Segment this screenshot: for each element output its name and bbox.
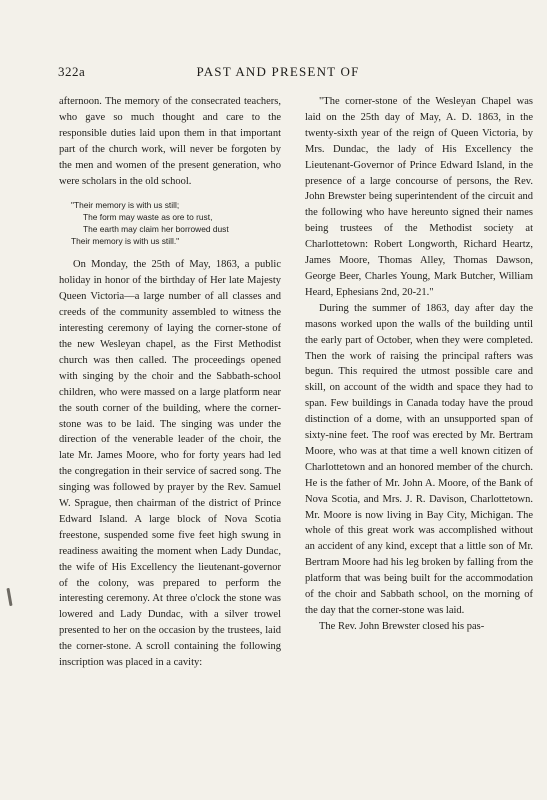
margin-mark [6, 588, 12, 606]
running-title: PAST AND PRESENT OF [196, 64, 360, 79]
poem-quote [71, 199, 281, 247]
page-header [58, 64, 498, 82]
paragraph: The Rev. John Brewster closed his pas- [319, 620, 485, 632]
paragraph: "The corner-stone of the Wesleyan Chapel was laid on the 25th day of May, A. D. 1863, in the twenty-sixth year of the reign of Queen Victoria, by Mrs. Dundac, the lady of His Excellency the Lieutenant-Governor of Prince Edward Island, in the presence of a large concourse of persons, the Rev. John Brewster being superintendent of the circuit and the following who have hereunto signed their names being trustees of the Methodist society at Charlottetown: Robert Longworth, Richard Heartz, James Moore, Thomas Alley, Thomas Dawson, George Beer, Charles Young, Mark Butcher, William Heard, Ephesians 2nd, 20-21." [305, 96, 533, 298]
paragraph: On Monday, the 25th of May, 1863, a public holiday in honor of the birthday of Her late Majesty Queen Victoria—a large number of all classes and creeds of the community assembled to witness the interesting ceremony of laying the corner-stone of the new Wesleyan chapel, as the First Methodist church was then called. The proceedings opened with singing by the choir and the Sabbath-school children, who were massed on a large platform near the south corner of the building, where the corner-stone was to be laid. The singing was under the direction of the venerable leader of the choir, the late Mr. James Moore, who for forty years had led the congregation in their service of sacred song. The singing was followed by prayer by the Rev. Samuel W. Sprague, then chairman of the district of Prince Edward Island. A large block of Nova Scotia freestone, suspended some five feet high swung in readiness awaiting the moment when Lady Dundac, the wife of His Excellency the lieutenant-governor of the colony, was prepared to perform the interesting ceremony. At three o'clock the stone was lowered and Lady Dundac, with a silver trowel presented to her on the occasion by the trustees, laid the corner-stone. A scroll containing the following inscription was placed in a cavity: [59, 259, 281, 669]
poem-line: Their memory is with us still." [71, 236, 180, 247]
poem-line: The form may waste as ore to rust, [83, 212, 213, 223]
left-column [59, 94, 281, 671]
paragraph: afternoon. The memory of the consecrated teachers, who gave so much thought and care to the responsible duties laid upon them in that important part of the church work, will never be forgoten by the men and women of the present generation, who were scholars in the old school. [59, 96, 281, 187]
poem-line: "Their memory is with us still; [71, 200, 180, 211]
page-number: 322a [58, 64, 86, 79]
poem-line: The earth may claim her borrowed dust [83, 224, 229, 235]
paragraph: During the summer of 1863, day after day the masons worked upon the walls of the building until the early part of October, when they were completed. Then the work of raising the principal rafters was begun. This required the utmost possible care and skill, on account of the width and space they had to span. Few buildings in Canada today have the proud distinction of a dome, with an unsupported span of sixty-nine feet. The roof was erected by Mr. Bertram Moore, who was at that time a well known citizen of Charlottetown and an honored member of the church. He is the father of Mr. John A. Moore, of the Bank of Nova Scotia, and Mrs. J. R. Davison, Charlottetown. Mr. Moore is now living in Bay City, Michigan. The whole of this great work was accomplished without an accident of any kind, except that a little son of Mr. Bertram Moore had his leg broken by falling from the platform that was being built for the accommodation of the choir and Sabbath school, on the morning of the day that the corner-stone was laid. [305, 302, 533, 616]
right-column [305, 94, 533, 635]
